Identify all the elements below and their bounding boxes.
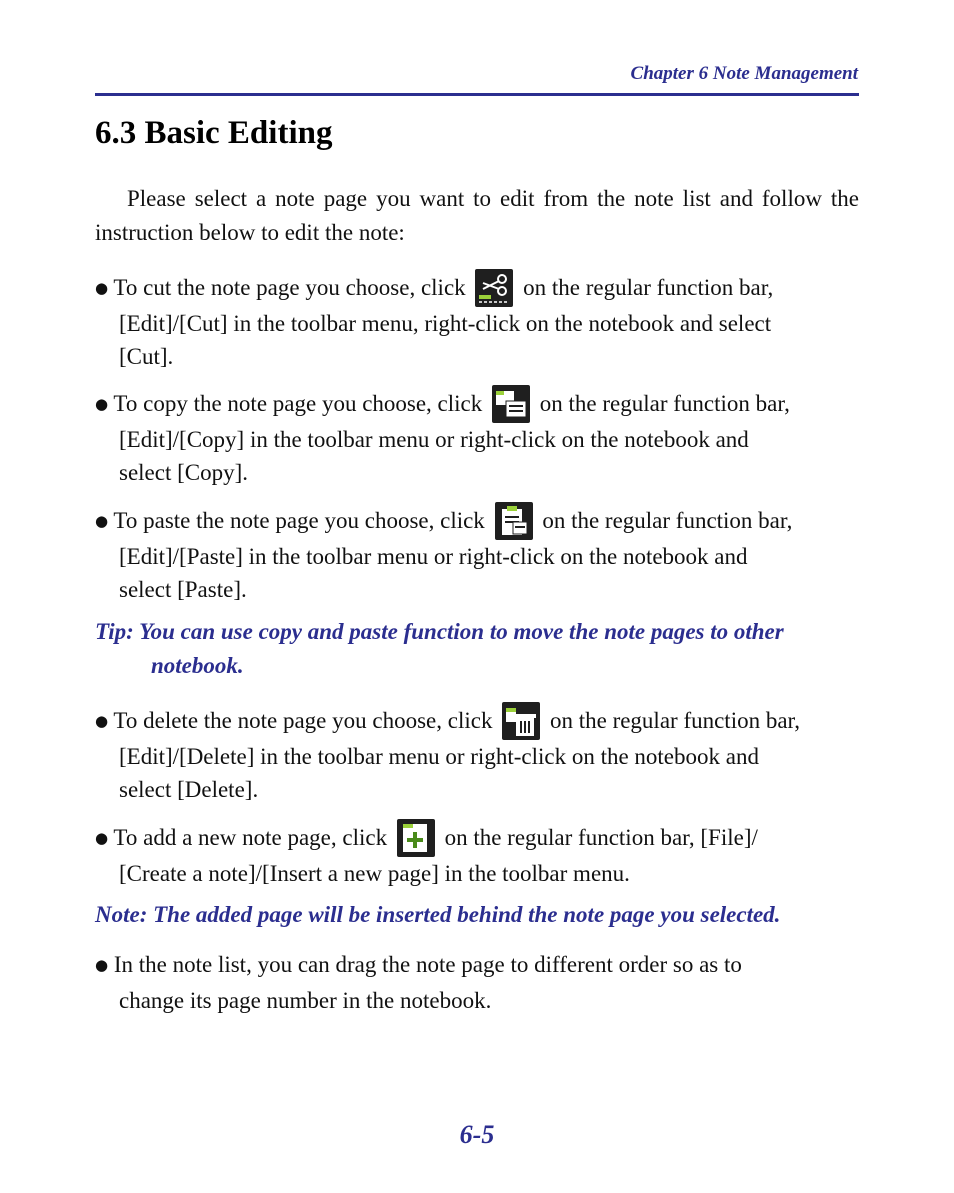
bullet-paste-line3: select [Paste]. — [119, 577, 247, 602]
note-paragraph: Note: The added page will be inserted behind the note page you selected. — [95, 902, 781, 927]
bullet-cut-text-after: on the regular function bar, — [523, 275, 774, 300]
intro-paragraph: Please select a note page you want to edit from the note list and follow the instruction below to edit the note: — [95, 186, 859, 245]
page-number: 6-5 — [459, 1120, 495, 1149]
bullet-cut-text-before: To cut the note page you choose, click — [108, 275, 466, 300]
bullet-add-line2: [Create a note]/[Insert a new page] in the toolbar menu. — [119, 861, 630, 886]
bullet-cut — [95, 269, 865, 373]
chapter-header: Chapter 6 Note Management — [630, 63, 858, 84]
bullet-add — [95, 819, 865, 890]
bullet-dot: ● — [95, 956, 109, 974]
bullet-drag-line2: change its page number in the notebook. — [119, 988, 492, 1013]
bullet-delete — [95, 702, 865, 806]
bullet-delete-line3: select [Delete]. — [119, 777, 259, 802]
header-rule — [95, 93, 859, 96]
bullet-paste-line2: [Edit]/[Paste] in the toolbar menu or right-click on the notebook and — [119, 544, 748, 569]
bullet-copy-line2: [Edit]/[Copy] in the toolbar menu or right-click on the notebook and — [119, 427, 749, 452]
bullet-copy-text-after: on the regular function bar, — [539, 391, 790, 416]
bullet-paste — [95, 502, 865, 606]
bullet-drag — [95, 948, 865, 1017]
bullet-copy — [95, 385, 865, 489]
bullet-cut-line3: [Cut]. — [119, 344, 174, 369]
tip-line2: notebook. — [151, 653, 244, 678]
section-title: 6.3 Basic Editing — [95, 115, 333, 151]
bullet-delete-text-before: To delete the note page you choose, click — [108, 708, 493, 733]
bullet-cut-line2: [Edit]/[Cut] in the toolbar menu, right-click on the notebook and select — [119, 311, 772, 336]
copy-icon[interactable] — [492, 385, 530, 423]
bullet-dot: ● — [95, 829, 109, 847]
bullet-delete-text-after: on the regular function bar, — [549, 708, 801, 733]
bullet-drag-line1: In the note list, you can drag the note page to different order so as to — [108, 952, 742, 977]
bullet-dot: ● — [95, 395, 109, 413]
bullet-paste-text-after: on the regular function bar, — [542, 508, 793, 533]
bullet-delete-line2: [Edit]/[Delete] in the toolbar menu or right-click on the notebook and — [119, 744, 759, 769]
delete-trash-icon[interactable] — [502, 702, 540, 740]
bullet-dot: ● — [95, 512, 109, 530]
bullet-add-text-after: on the regular function bar, [File]/ — [444, 825, 758, 850]
bullet-copy-text-before: To copy the note page you choose, click — [108, 391, 483, 416]
add-page-icon[interactable] — [397, 819, 435, 857]
bullet-copy-line3: select [Copy]. — [119, 460, 249, 485]
tip-paragraph — [95, 615, 865, 683]
cut-scissors-icon[interactable] — [475, 269, 513, 307]
bullet-dot: ● — [95, 712, 109, 730]
bullet-dot: ● — [95, 279, 109, 297]
bullet-paste-text-before: To paste the note page you choose, click — [108, 508, 485, 533]
tip-line1: Tip: You can use copy and paste function to move the note pages to other — [95, 619, 784, 644]
bullet-add-text-before: To add a new note page, click — [108, 825, 388, 850]
paste-clipboard-icon[interactable] — [495, 502, 533, 540]
